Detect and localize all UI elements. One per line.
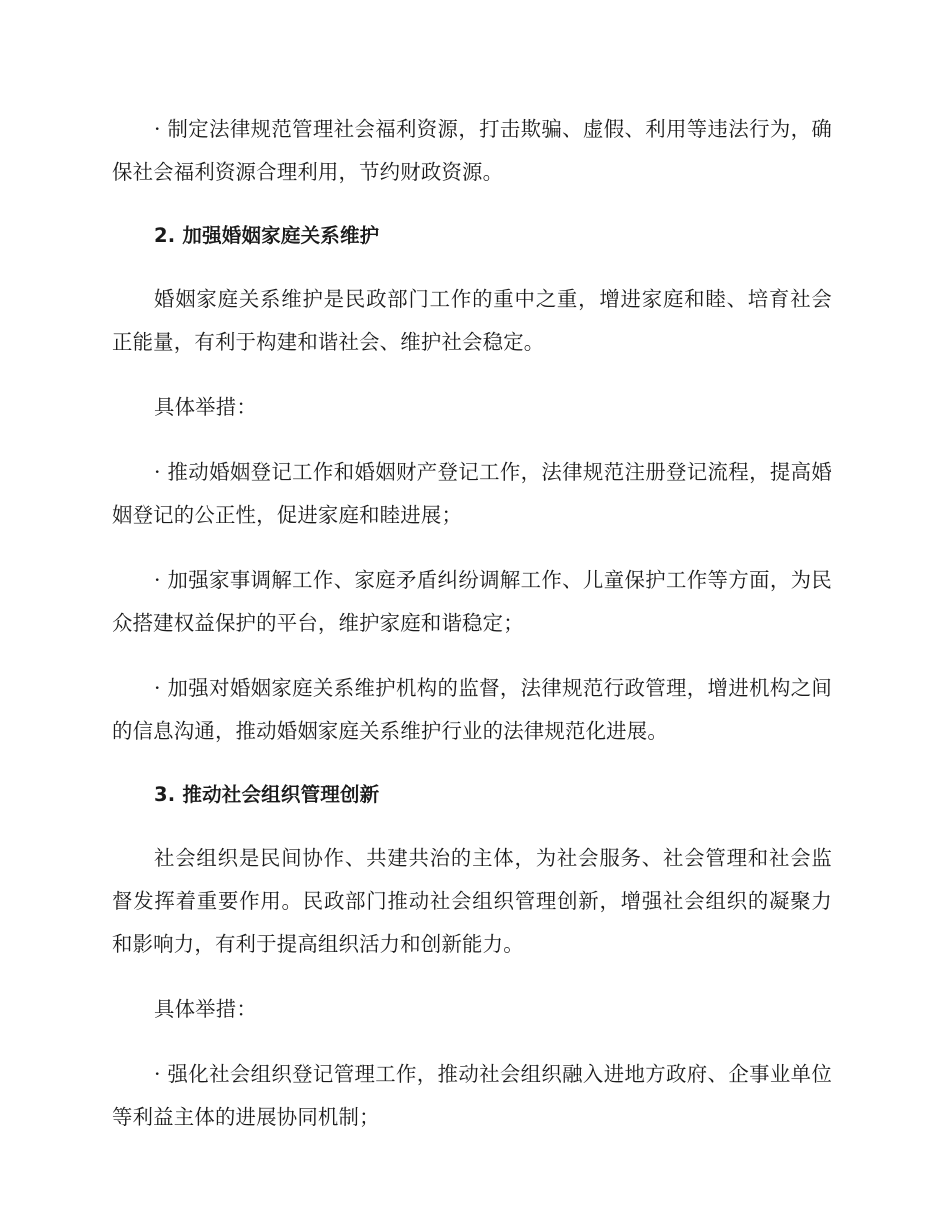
section-heading: 2. 加强婚姻家庭关系维护 <box>154 224 380 247</box>
bullet-paragraph: · 加强家事调解工作、家庭矛盾纠纷调解工作、儿童保护工作等方面，为民众搭建权益保护的平台，维护家庭和谐稳定； <box>112 568 832 635</box>
section-heading: 3. 推动社会组织管理创新 <box>154 783 380 806</box>
document-body <box>112 108 832 1161</box>
measures-label: 具体举措： <box>154 997 257 1021</box>
body-paragraph: 婚姻家庭关系维护是民政部门工作的重中之重，增进家庭和睦、培育社会正能量，有利于构建和谐社会、维护社会稳定。 <box>112 287 832 354</box>
measures-label: 具体举措： <box>154 395 257 419</box>
bullet-paragraph: · 推动婚姻登记工作和婚姻财产登记工作，法律规范注册登记流程，提高婚姻登记的公正性，促进家庭和睦进展； <box>112 460 832 527</box>
bullet-paragraph: · 强化社会组织登记管理工作，推动社会组织融入进地方政府、企事业单位等利益主体的进展协同机制； <box>112 1062 832 1129</box>
bullet-paragraph: · 制定法律规范管理社会福利资源，打击欺骗、虚假、利用等违法行为，确保社会福利资源合理利用，节约财政资源。 <box>112 117 832 184</box>
bullet-paragraph: · 加强对婚姻家庭关系维护机构的监督，法律规范行政管理，增进机构之间的信息沟通，推动婚姻家庭关系维护行业的法律规范化进展。 <box>112 676 832 743</box>
body-paragraph: 社会组织是民间协作、共建共治的主体，为社会服务、社会管理和社会监督发挥着重要作用。民政部门推动社会组织管理创新，增强社会组织的凝聚力和影响力，有利于提高组织活力和创新能力。 <box>112 846 832 956</box>
